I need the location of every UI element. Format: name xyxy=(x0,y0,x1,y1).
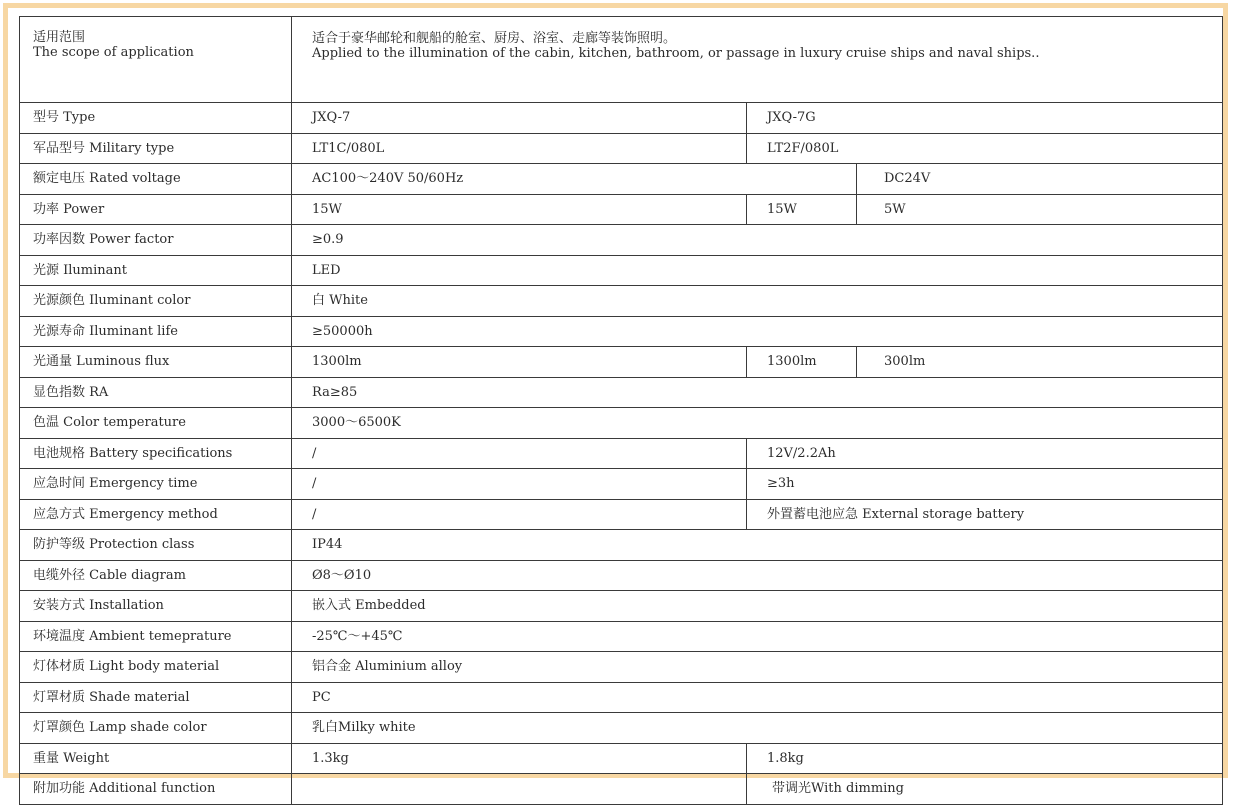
row-label-illuminant-color: 光源颜色 Iluminant color xyxy=(20,286,292,317)
row-label-type: 型号 Type xyxy=(20,103,292,134)
illuminant-color-value: 白 White xyxy=(292,286,1223,317)
type-value-a: JXQ-7 xyxy=(292,103,747,134)
row-label-illuminant: 光源 Iluminant xyxy=(20,255,292,286)
scope-label-cn: 适用范围 xyxy=(33,30,86,45)
scope-value-cn: 适合于豪华邮轮和舰船的舱室、厨房、浴室、走廊等装饰照明。 xyxy=(312,31,677,46)
row-label-shade-material: 灯罩材质 Shade material xyxy=(20,682,292,713)
row-label-weight: 重量 Weight xyxy=(20,743,292,774)
table-row-shade-material xyxy=(20,682,1223,713)
row-label-installation: 安装方式 Installation xyxy=(20,591,292,622)
row-label-emergency-method: 应急方式 Emergency method xyxy=(20,499,292,530)
ambient-value: -25℃～+45℃ xyxy=(292,621,1223,652)
table-row-scope xyxy=(20,17,1223,103)
table-row-flux xyxy=(20,347,1223,378)
table-row-power-factor xyxy=(20,225,1223,256)
table-row-voltage xyxy=(20,164,1223,195)
color-temp-value: 3000～6500K xyxy=(292,408,1223,439)
row-label-scope xyxy=(20,17,292,103)
flux-value-a: 1300lm xyxy=(292,347,747,378)
row-label-additional: 附加功能 Additional function xyxy=(20,774,292,805)
scope-value-cell xyxy=(292,17,1223,103)
weight-value-b: 1.8kg xyxy=(747,743,1223,774)
flux-value-b: 1300lm xyxy=(747,347,857,378)
voltage-value-a: AC100～240V 50/60Hz xyxy=(292,164,857,195)
power-value-b: 15W xyxy=(747,194,857,225)
row-label-emergency-time: 应急时间 Emergency time xyxy=(20,469,292,500)
emergency-method-value-a: / xyxy=(292,499,747,530)
table-row-ambient xyxy=(20,621,1223,652)
row-label-ambient: 环境温度 Ambient temeprature xyxy=(20,621,292,652)
table-row-weight xyxy=(20,743,1223,774)
row-label-flux: 光通量 Luminous flux xyxy=(20,347,292,378)
table-row-battery xyxy=(20,438,1223,469)
installation-value: 嵌入式 Embedded xyxy=(292,591,1223,622)
illuminant-value: LED xyxy=(292,255,1223,286)
military-value-b: LT2F/080L xyxy=(747,133,1223,164)
power-factor-value: ≥0.9 xyxy=(292,225,1223,256)
table-row-military xyxy=(20,133,1223,164)
emergency-time-value-b: ≥3h xyxy=(747,469,1223,500)
row-label-power: 功率 Power xyxy=(20,194,292,225)
table-row-illuminant xyxy=(20,255,1223,286)
table-row-body-material xyxy=(20,652,1223,683)
table-row-additional xyxy=(20,774,1223,805)
illuminant-life-value: ≥50000h xyxy=(292,316,1223,347)
military-value-a: LT1C/080L xyxy=(292,133,747,164)
battery-value-a: / xyxy=(292,438,747,469)
cable-value: Ø8～Ø10 xyxy=(292,560,1223,591)
type-value-b: JXQ-7G xyxy=(747,103,1223,134)
power-value-a: 15W xyxy=(292,194,747,225)
body-material-value: 铝合金 Aluminium alloy xyxy=(292,652,1223,683)
table-row-shade-color xyxy=(20,713,1223,744)
table-row-emergency-method xyxy=(20,499,1223,530)
weight-value-a: 1.3kg xyxy=(292,743,747,774)
table-row-protection xyxy=(20,530,1223,561)
row-label-battery: 电池规格 Battery specifications xyxy=(20,438,292,469)
voltage-value-b: DC24V xyxy=(857,164,1223,195)
shade-material-value: PC xyxy=(292,682,1223,713)
table-row-color-temp xyxy=(20,408,1223,439)
row-label-illuminant-life: 光源寿命 Iluminant life xyxy=(20,316,292,347)
row-label-protection: 防护等级 Protection class xyxy=(20,530,292,561)
emergency-method-value-b: 外置蓄电池应急 External storage battery xyxy=(747,499,1223,530)
row-label-voltage: 额定电压 Rated voltage xyxy=(20,164,292,195)
row-label-military: 军品型号 Military type xyxy=(20,133,292,164)
table-row-illuminant-life xyxy=(20,316,1223,347)
spec-sheet-frame xyxy=(3,3,1228,797)
battery-value-b: 12V/2.2Ah xyxy=(747,438,1223,469)
protection-value: IP44 xyxy=(292,530,1223,561)
shade-color-value: 乳白Milky white xyxy=(292,713,1223,744)
table-row-installation xyxy=(20,591,1223,622)
power-value-c: 5W xyxy=(857,194,1223,225)
row-label-shade-color: 灯罩颜色 Lamp shade color xyxy=(20,713,292,744)
row-label-color-temp: 色温 Color temperature xyxy=(20,408,292,439)
ra-value: Ra≥85 xyxy=(292,377,1223,408)
table-row-cable xyxy=(20,560,1223,591)
table-row-emergency-time xyxy=(20,469,1223,500)
row-label-cable: 电缆外径 Cable diagram xyxy=(20,560,292,591)
additional-value-b: 带调光With dimming xyxy=(747,774,1223,805)
row-label-power-factor: 功率因数 Power factor xyxy=(20,225,292,256)
scope-label-en: The scope of application xyxy=(33,45,194,60)
flux-value-c: 300lm xyxy=(857,347,1223,378)
spec-table xyxy=(19,16,1223,805)
additional-value-a xyxy=(292,774,747,805)
table-row-power xyxy=(20,194,1223,225)
row-label-ra: 显色指数 RA xyxy=(20,377,292,408)
table-row-illuminant-color xyxy=(20,286,1223,317)
table-row-type xyxy=(20,103,1223,134)
table-row-ra xyxy=(20,377,1223,408)
scope-value-en: Applied to the illumination of the cabin, kitchen, bathroom, or passage in luxury cruise ships and naval ships.. xyxy=(312,46,1040,61)
emergency-time-value-a: / xyxy=(292,469,747,500)
row-label-body-material: 灯体材质 Light body material xyxy=(20,652,292,683)
